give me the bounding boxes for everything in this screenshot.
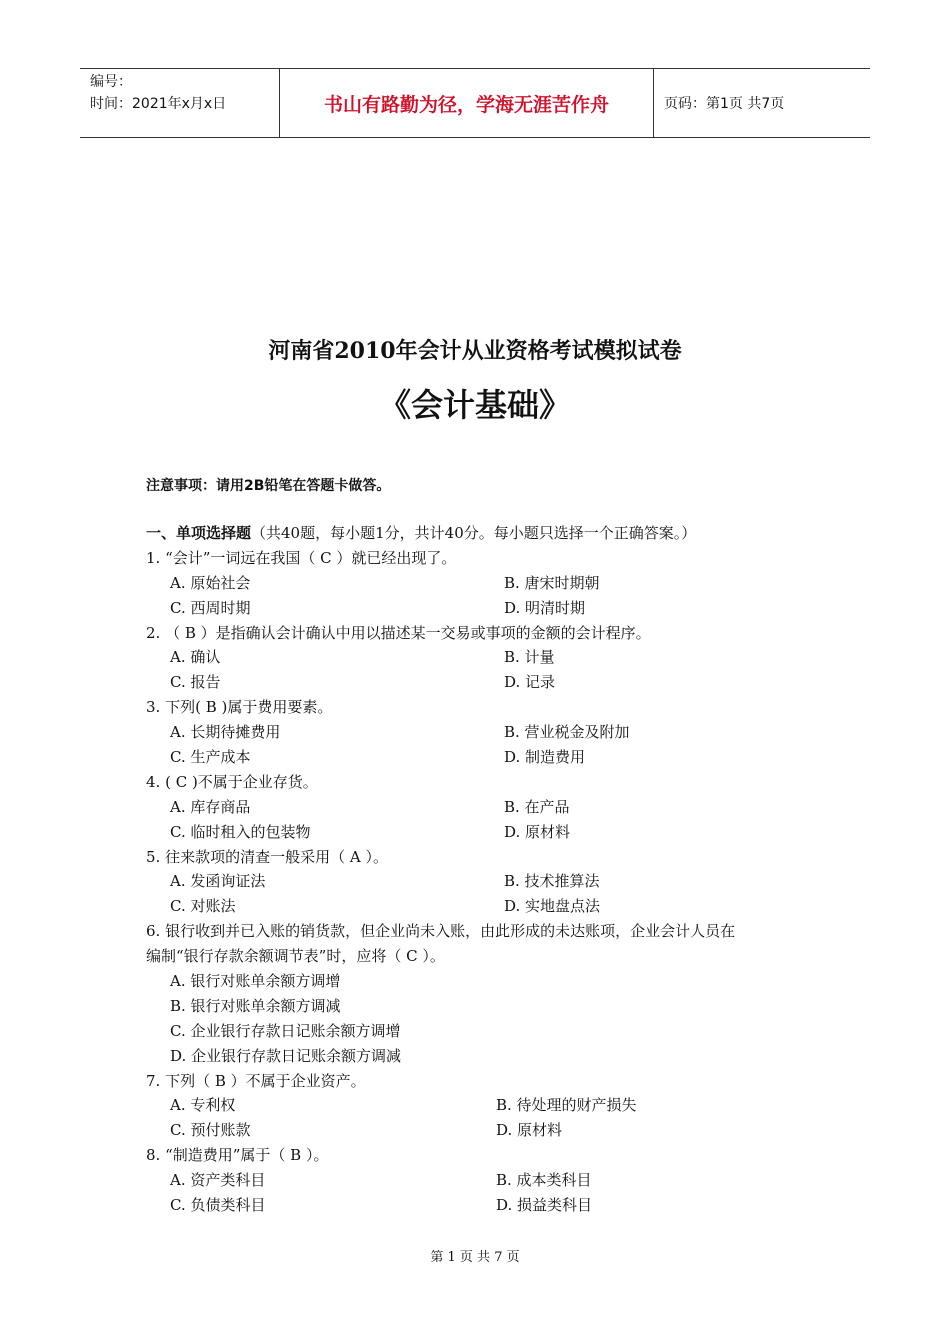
number-label: 编号： <box>90 74 132 90</box>
option-row <box>146 795 826 820</box>
option-a: A. 银行对账单余额方调增 <box>170 972 341 991</box>
option-c: C. 临时租入的包装物 <box>170 822 311 841</box>
option-row <box>146 894 826 919</box>
option-b: B. 银行对账单余额方调减 <box>170 996 341 1015</box>
option-d: D. 记录 <box>504 673 556 692</box>
question-stem: 6. 银行收到并已入账的销货款，但企业尚未入账，由此形成的未达账项，企业会计人员在 <box>146 922 736 941</box>
header-meta <box>80 69 280 137</box>
section-desc: （共40题，每小题1分，共计40分。每小题只选择一个正确答案。） <box>251 524 697 542</box>
option-d: D. 原材料 <box>496 1121 563 1140</box>
option-a: A. 确认 <box>170 648 221 667</box>
option-row <box>146 1118 826 1143</box>
option-a: A. 库存商品 <box>170 797 251 816</box>
option-row <box>146 596 826 621</box>
option-b: B. 营业税金及附加 <box>504 723 630 742</box>
option-row <box>146 670 826 695</box>
option-row <box>146 869 826 894</box>
option-d: D. 制造费用 <box>504 748 586 767</box>
option-c: C. 报告 <box>170 673 221 692</box>
option-c: C. 企业银行存款日记账余额方调增 <box>170 1021 401 1040</box>
option-d: D. 原材料 <box>504 822 571 841</box>
option-d: D. 损益类科目 <box>496 1196 593 1215</box>
option-row <box>146 820 826 845</box>
option-b: B. 唐宋时期朝 <box>504 573 600 592</box>
option-row <box>146 720 826 745</box>
option-b: B. 待处理的财产损失 <box>496 1096 637 1115</box>
question-stem: 7. 下列（ B ）不属于企业资产。 <box>146 1071 366 1090</box>
option-c: C. 对账法 <box>170 897 236 916</box>
notice: 注意事项：请用2B铅笔在答题卡做答。 <box>146 478 391 494</box>
section-label: 一、单项选择题 <box>146 524 252 542</box>
option-b: B. 成本类科目 <box>496 1171 592 1190</box>
option-row <box>146 1168 826 1193</box>
option-c: C. 生产成本 <box>170 748 251 767</box>
header-motto: 书山有路勤为径，学海无涯苦作舟 <box>280 69 654 137</box>
option-c: C. 西周时期 <box>170 598 251 617</box>
option-row <box>146 571 826 596</box>
question-stem: 2. （ B ）是指确认会计确认中用以描述某一交易或事项的金额的会计程序。 <box>146 623 651 642</box>
subject-title: 《会计基础》 <box>378 386 571 424</box>
option-a: A. 专利权 <box>170 1096 236 1115</box>
time-label: 时间：2021年x月x日 <box>90 96 227 112</box>
question-stem: 4. ( C )不属于企业存货。 <box>146 772 318 791</box>
option-b: B. 计量 <box>504 648 555 667</box>
question-stem: 1. “会计”一词远在我国（ C ）就已经出现了。 <box>146 548 457 567</box>
question-stem: 5. 往来款项的清查一般采用（ A ）。 <box>146 847 388 866</box>
option-row <box>146 745 826 770</box>
option-d: D. 明清时期 <box>504 598 586 617</box>
option-a: A. 原始社会 <box>170 573 251 592</box>
option-b: B. 技术推算法 <box>504 872 600 891</box>
question-stem-continued: 编制“银行存款余额调节表”时，应将（ C ）。 <box>146 947 445 966</box>
page-footer: 第 1 页 共 7 页 <box>430 1250 520 1265</box>
option-d: D. 实地盘点法 <box>504 897 601 916</box>
option-a: A. 资产类科目 <box>170 1171 266 1190</box>
question-stem: 8. “制造费用”属于（ B ）。 <box>146 1146 329 1165</box>
option-row <box>146 645 826 670</box>
option-row <box>146 1093 826 1118</box>
exam-title: 河南省2010年会计从业资格考试模拟试卷 <box>268 338 682 364</box>
page-header <box>80 68 870 138</box>
option-b: B. 在产品 <box>504 797 570 816</box>
option-c: C. 负债类科目 <box>170 1196 266 1215</box>
section-heading <box>146 521 826 546</box>
option-c: C. 预付账款 <box>170 1121 251 1140</box>
option-a: A. 发函询证法 <box>170 872 266 891</box>
header-page-info: 页码：第1页 共7页 <box>664 96 785 112</box>
option-row <box>146 1193 826 1218</box>
question-section <box>146 521 826 1218</box>
option-d: D. 企业银行存款日记账余额方调减 <box>170 1046 402 1065</box>
option-a: A. 长期待摊费用 <box>170 723 281 742</box>
question-stem: 3. 下列( B )属于费用要素。 <box>146 698 333 717</box>
